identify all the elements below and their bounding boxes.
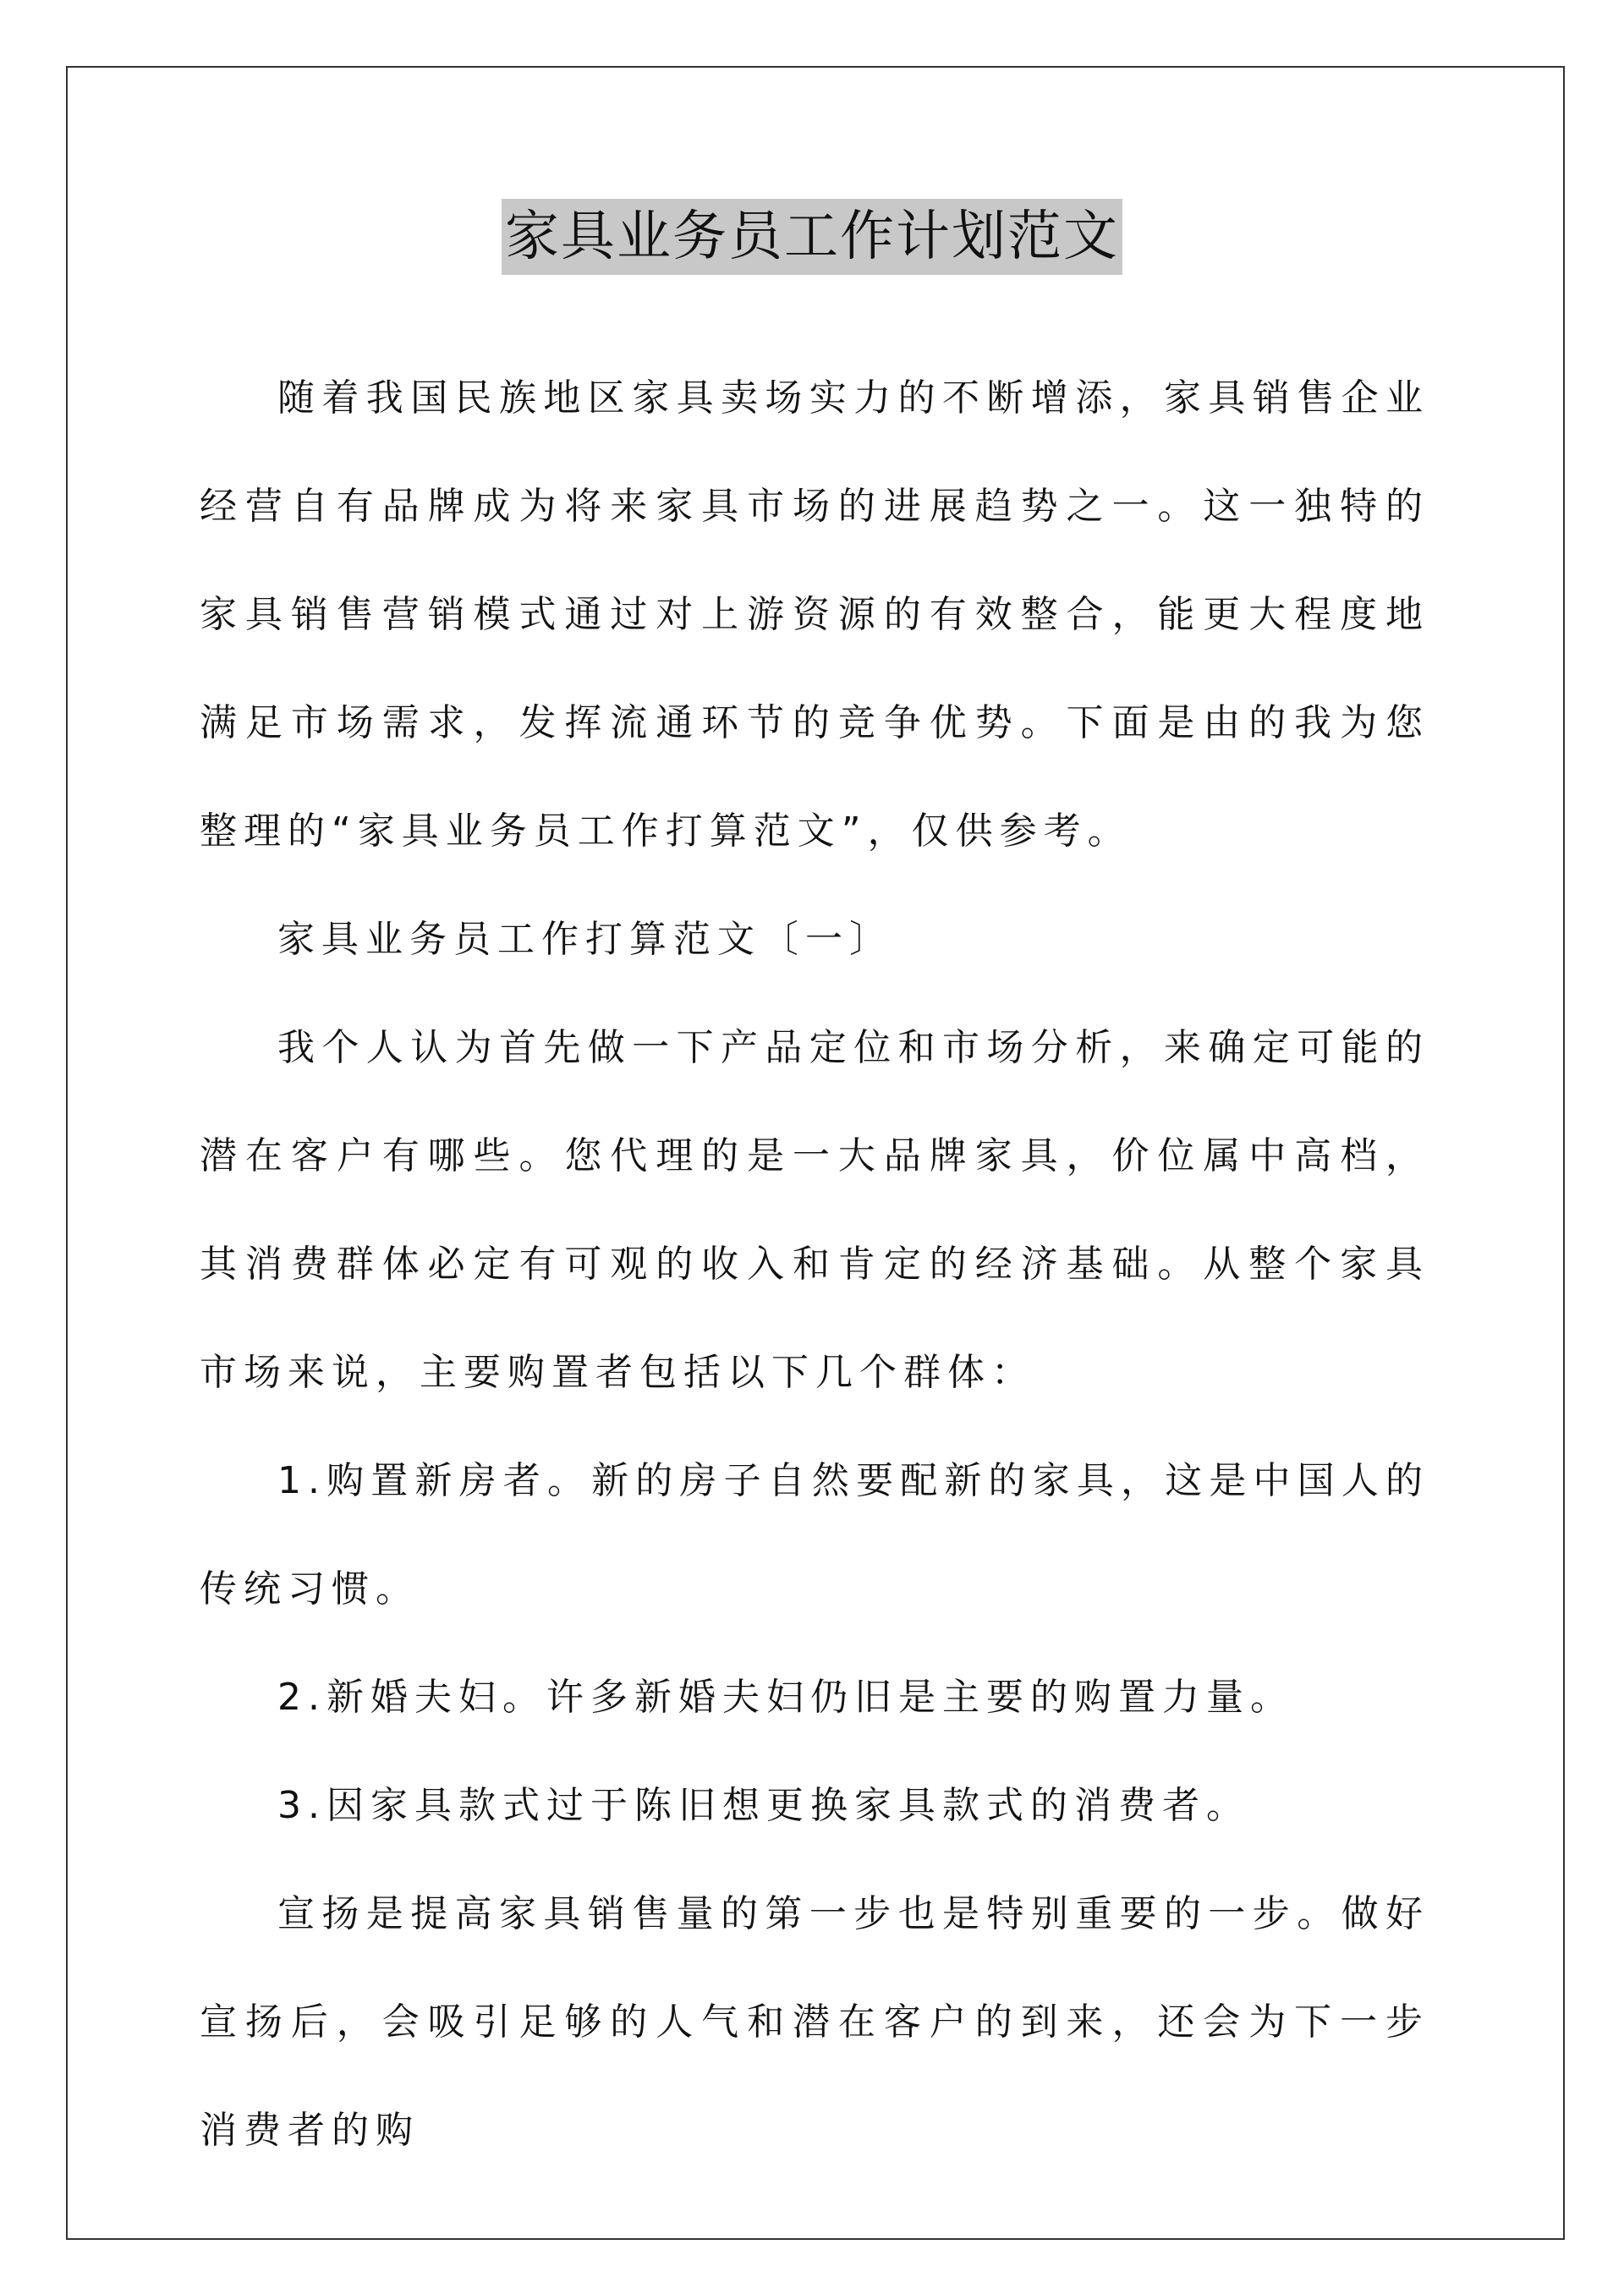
analysis-paragraph: 我个人认为首先做一下产品定位和市场分析，来确定可能的潜在客户有哪些。您代理的是一大品牌家具，价位属中高档，其消费群体必定有可观的收入和肯定的经济基础。从整个家具市场来说，主要购置者包括以下几个群体： (200, 1026, 1429, 1394)
promotion-paragraph: 宣扬是提高家具销售量的第一步也是特别重要的一步。做好宣扬后，会吸引足够的人气和潜在客户的到来，还会为下一步消费者的购 (200, 1892, 1429, 2152)
list-item-1: 1.购置新房者。新的房子自然要配新的家具，这是中国人的传统习惯。 (200, 1459, 1429, 1611)
document-body (200, 344, 1429, 2185)
document-title: 家具业务员工作计划范文 (502, 199, 1122, 275)
list-item-3: 3.因家具款式过于陈旧想更换家具款式的消费者。 (277, 1784, 1250, 1827)
list-item-2: 2.新婚夫妇。许多新婚夫妇仍旧是主要的购置力量。 (277, 1676, 1294, 1719)
intro-paragraph: 随着我国民族地区家具卖场实力的不断增添，家具销售企业经营自有品牌成为将来家具市场的进展趋势之一。这一独特的家具销售营销模式通过对上游资源的有效整合，能更大程度地满足市场需求，发挥流通环节的竞争优势。下面是由的我为您整理的“家具业务员工作打算范文”，仅供参考。 (200, 376, 1429, 853)
title-container (0, 196, 1624, 277)
section-heading: 家具业务员工作打算范文〔一〕 (277, 918, 893, 961)
